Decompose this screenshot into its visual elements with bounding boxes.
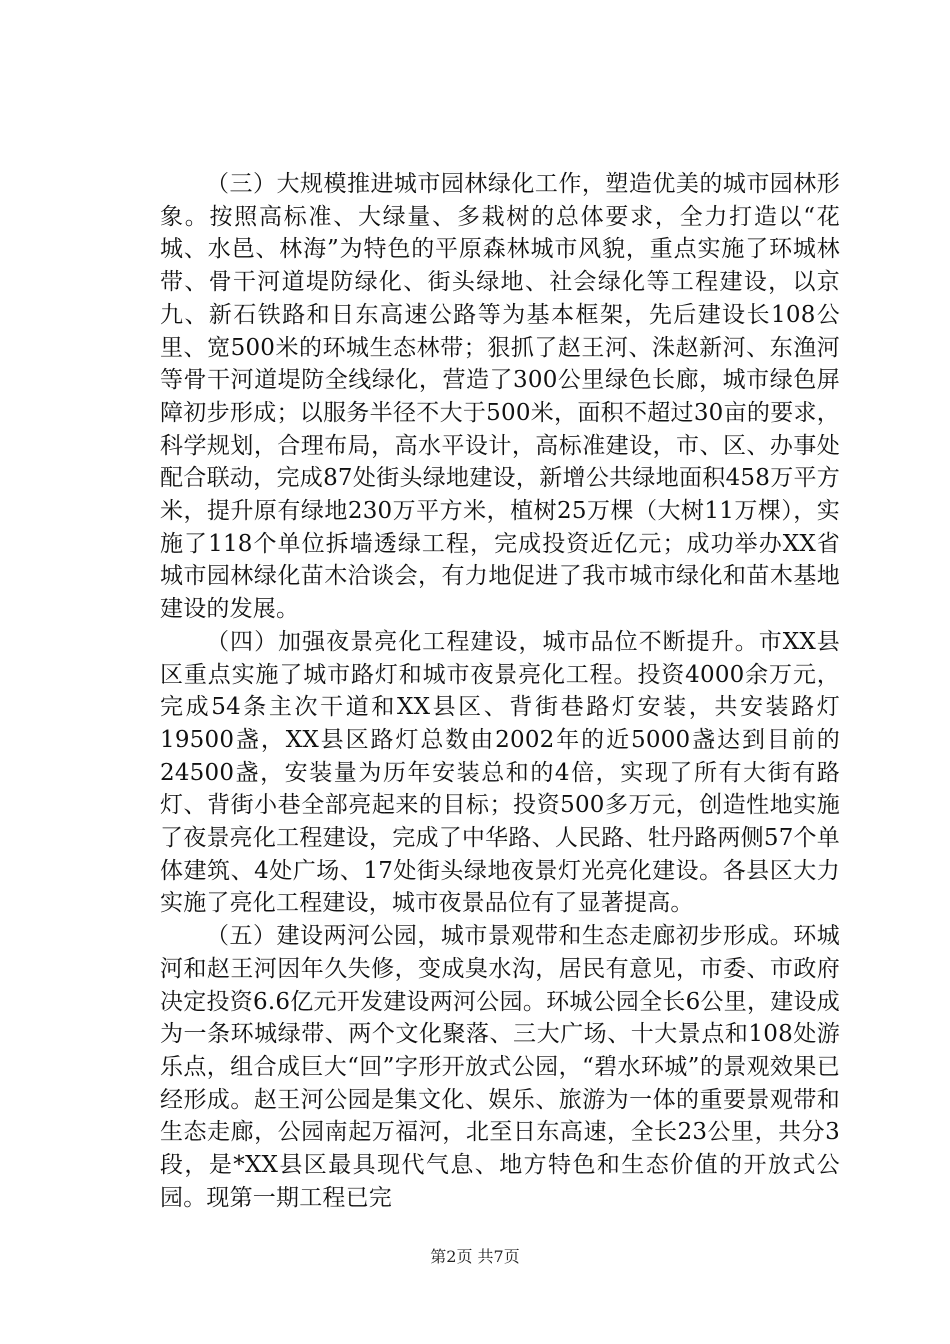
paragraph-night-lighting: （四）加强夜景亮化工程建设，城市品位不断提升。市XX县区重点实施了城市路灯和城市夜景亮化工程。投资4000余万元，完成54条主次干道和XX县区、背街巷路灯安装，共安装路灯19500盏，XX县区路灯总数由2002年的近5000盏达到目前的24500盏，安装量为历年安装总和的4倍，实现了所有大街有路灯、背街小巷全部亮起来的目标；投资500多万元，创造性地实施了夜景亮化工程建设，完成了中华路、人民路、牡丹路两侧57个单体建筑、4处广场、17处街头绿地夜景灯光亮化建设。各县区大力实施了亮化工程建设，城市夜景品位有了显著提高。 xyxy=(160,628,840,917)
paragraph-two-rivers-park: （五）建设两河公园，城市景观带和生态走廊初步形成。环城河和赵王河因年久失修，变成臭水沟，居民有意见，市委、市政府决定投资6.6亿元开发建设两河公园。环城公园全长6公里，建设成为一条环城绿带、两个文化聚落、三大广场、十大景点和108处游乐点，组合成巨大“回”字形开放式公园，“碧水环城”的景观效果已经形成。赵王河公园是集文化、娱乐、旅游为一体的重要景观带和生态走廊，公园南起万福河，北至日东高速，全长23公里，共分3段，是*XX县区最具现代气息、地方特色和生态价值的开放式公园。现第一期工程已完 xyxy=(160,923,840,1211)
document-body xyxy=(160,168,840,1215)
page-number: 第2页 共7页 xyxy=(430,1247,520,1266)
paragraph-landscaping: （三）大规模推进城市园林绿化工作，塑造优美的城市园林形象。按照高标准、大绿量、多栽树的总体要求，全力打造以“花城、水邑、林海”为特色的平原森林城市风貌，重点实施了环城林带、骨干河道堤防绿化、街头绿地、社会绿化等工程建设，以京九、新石铁路和日东高速公路等为基本框架，先后建设长108公里、宽500米的环城生态林带；狠抓了赵王河、洙赵新河、东渔河等骨干河道堤防全线绿化，营造了300公里绿色长廊，城市绿色屏障初步形成；以服务半径不大于500米，面积不超过30亩的要求，科学规划，合理布局，高水平设计，高标准建设，市、区、办事处配合联动，完成87处街头绿地建设，新增公共绿地面积458万平方米，提升原有绿地230万平方米，植树25万棵（大树11万棵），实施了118个单位拆墙透绿工程，完成投资近亿元；成功举办XX省城市园林绿化苗木洽谈会，有力地促进了我市城市绿化和苗木基地建设的发展。 xyxy=(160,171,840,623)
page-footer xyxy=(0,1244,950,1267)
